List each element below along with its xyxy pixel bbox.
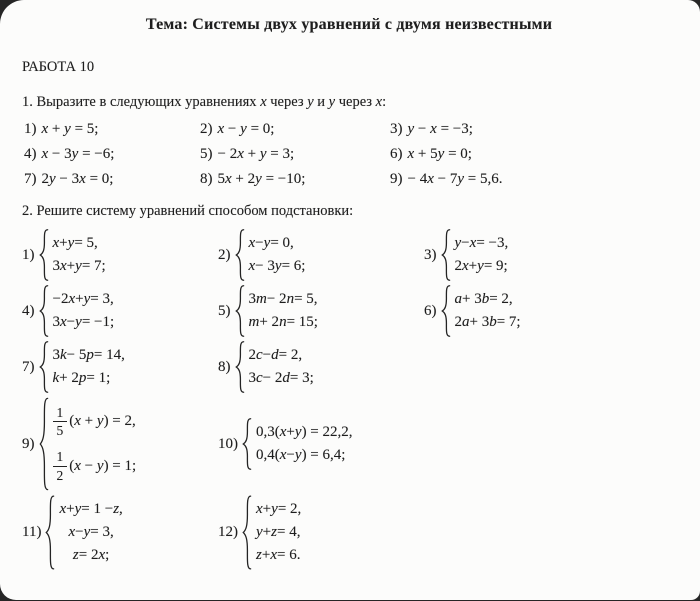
system-line: 3 x + y = 7; bbox=[52, 258, 106, 274]
system-line: 3 m − 2 n = 5, bbox=[248, 291, 318, 307]
equation-number: 3) bbox=[390, 121, 403, 137]
system-line: −2 x + y = 3, bbox=[52, 291, 114, 307]
equation-item bbox=[24, 171, 200, 188]
system-line: x − y = 3, bbox=[68, 524, 114, 540]
systems-row bbox=[22, 397, 676, 491]
system-lines bbox=[252, 498, 301, 567]
systems-cell bbox=[218, 341, 424, 393]
equation-number: 8) bbox=[200, 171, 213, 187]
systems-row bbox=[22, 229, 676, 281]
system-lines bbox=[49, 344, 125, 390]
system-line: x + y = 1 − z , bbox=[59, 501, 123, 517]
system-lines bbox=[49, 232, 106, 278]
curly-brace-icon bbox=[234, 341, 245, 393]
system-lines bbox=[245, 288, 318, 334]
systems-cell bbox=[22, 397, 218, 491]
system-number: 1) bbox=[22, 246, 35, 263]
systems-cell bbox=[22, 495, 218, 570]
equation-text: x − y = 0; bbox=[217, 121, 275, 137]
system-number: 4) bbox=[22, 302, 35, 319]
equation-system bbox=[218, 418, 353, 470]
systems-cell bbox=[22, 229, 218, 281]
system-line-text: (x + y) = 2, bbox=[69, 413, 136, 430]
system-line: 0,3( x + y ) = 22,2, bbox=[256, 424, 353, 440]
equation-item bbox=[24, 146, 200, 163]
system-line: y + z = 4, bbox=[256, 524, 301, 540]
system-line bbox=[53, 444, 137, 488]
system-number: 12) bbox=[218, 524, 238, 540]
system-lines bbox=[252, 421, 353, 467]
equation-text: 2y − 3x = 0; bbox=[41, 171, 114, 187]
equation-system bbox=[22, 397, 136, 491]
system-lines bbox=[55, 498, 122, 567]
equation-text: x + 5y = 0; bbox=[407, 146, 472, 162]
prompt-text: : bbox=[382, 94, 387, 110]
equation-system bbox=[22, 495, 123, 570]
task2-prompt: 2. Решите систему уравнений способом подстановки: bbox=[22, 203, 354, 219]
equation-system bbox=[22, 341, 125, 393]
equation-system bbox=[218, 495, 301, 570]
equation-item bbox=[390, 146, 676, 163]
prompt-text: через bbox=[335, 94, 376, 110]
equation-number: 2) bbox=[200, 121, 213, 137]
prompt-text: y bbox=[328, 94, 336, 110]
system-number: 6) bbox=[424, 302, 437, 319]
curly-brace-icon bbox=[234, 229, 245, 281]
systems-row bbox=[22, 495, 676, 570]
curly-brace-icon bbox=[38, 397, 49, 491]
fraction bbox=[53, 405, 68, 439]
system-line: x + y = 5, bbox=[52, 235, 98, 251]
equation-number: 1) bbox=[24, 121, 37, 137]
equation-text: y − x = −3; bbox=[407, 121, 473, 137]
systems-cell bbox=[22, 341, 218, 393]
systems-cell bbox=[218, 418, 424, 470]
task2-systems bbox=[22, 229, 676, 570]
curly-brace-icon bbox=[38, 229, 49, 281]
equation-number: 5) bbox=[200, 146, 213, 162]
fraction-denominator: 2 bbox=[56, 467, 64, 483]
system-line: z = 2 x ; bbox=[72, 547, 110, 563]
system-line: x − 3 y = 6; bbox=[248, 258, 306, 274]
equation-item bbox=[200, 171, 390, 188]
system-lines bbox=[49, 288, 115, 334]
system-number: 9) bbox=[22, 435, 35, 452]
fraction-numerator: 1 bbox=[53, 405, 68, 423]
system-line: 2 x + y = 9; bbox=[454, 258, 508, 274]
systems-cell bbox=[22, 285, 218, 337]
prompt-text: x bbox=[260, 94, 267, 110]
system-lines bbox=[245, 232, 306, 278]
system-line: x − y = 0, bbox=[248, 235, 294, 251]
system-line: y − x = −3, bbox=[454, 235, 509, 251]
equation-system bbox=[22, 285, 114, 337]
work-heading: РАБОТА 10 bbox=[22, 59, 95, 75]
system-number: 11) bbox=[22, 524, 42, 540]
equation-number: 9) bbox=[390, 171, 403, 187]
fraction-numerator: 1 bbox=[53, 449, 68, 467]
systems-cell bbox=[424, 229, 676, 281]
system-line: x + y = 2, bbox=[256, 501, 302, 517]
curly-brace-icon bbox=[234, 285, 245, 337]
system-number: 10) bbox=[218, 435, 238, 452]
system-lines bbox=[451, 288, 521, 334]
prompt-text: через bbox=[266, 94, 308, 110]
system-lines bbox=[245, 344, 314, 390]
equation-text: x − 3y = −6; bbox=[41, 146, 115, 162]
systems-row bbox=[22, 341, 676, 393]
equation-number: 4) bbox=[24, 146, 37, 162]
systems-cell bbox=[218, 495, 424, 570]
system-number: 2) bbox=[218, 246, 231, 263]
prompt-text: и bbox=[313, 94, 329, 110]
equation-text: − 4x − 7y = 5,6. bbox=[407, 171, 503, 187]
task1-equations bbox=[22, 121, 676, 188]
system-number: 3) bbox=[424, 246, 437, 263]
equation-item bbox=[200, 146, 390, 163]
system-line: 2 a + 3 b = 7; bbox=[454, 314, 521, 330]
curly-brace-icon bbox=[44, 495, 55, 570]
fraction bbox=[53, 449, 68, 483]
equation-item bbox=[24, 121, 200, 138]
system-line: 3 c − 2 d = 3; bbox=[248, 370, 314, 386]
system-lines bbox=[451, 232, 509, 278]
equation-system bbox=[424, 229, 508, 281]
curly-brace-icon bbox=[241, 495, 252, 570]
system-line: 3 k − 5 p = 14, bbox=[52, 347, 125, 363]
systems-row bbox=[22, 285, 676, 337]
task1-prompt bbox=[22, 94, 676, 111]
equation-item bbox=[390, 121, 676, 138]
equation-text: − 2x + y = 3; bbox=[217, 146, 295, 162]
system-line: 3 x − y = −1; bbox=[52, 314, 115, 330]
system-line bbox=[53, 400, 137, 444]
prompt-text: 1. Выразите в следующих уравнениях bbox=[22, 94, 261, 110]
curly-brace-icon bbox=[38, 341, 49, 393]
prompt-text: y bbox=[307, 94, 314, 110]
system-number: 7) bbox=[22, 358, 35, 375]
system-line-text: (x − y) = 1; bbox=[69, 457, 137, 474]
systems-cell bbox=[218, 285, 424, 337]
prompt-text: x bbox=[375, 94, 383, 110]
curly-brace-icon bbox=[241, 418, 252, 470]
systems-cell bbox=[218, 229, 424, 281]
equation-system bbox=[218, 341, 314, 393]
system-line: m + 2 n = 15; bbox=[248, 314, 318, 330]
equation-item bbox=[200, 121, 390, 138]
fraction-denominator: 5 bbox=[56, 423, 64, 439]
system-line: 0,4( x − y ) = 6,4; bbox=[256, 447, 346, 463]
equation-item bbox=[390, 171, 676, 188]
curly-brace-icon bbox=[38, 285, 49, 337]
equation-text: 5x + 2y = −10; bbox=[217, 171, 306, 187]
system-line: a + 3 b = 2, bbox=[454, 291, 513, 307]
equation-system bbox=[218, 229, 305, 281]
equation-system bbox=[218, 285, 318, 337]
system-line: z + x = 6. bbox=[256, 547, 301, 563]
system-number: 5) bbox=[218, 302, 231, 319]
system-lines bbox=[49, 400, 137, 488]
systems-cell bbox=[424, 285, 676, 337]
system-number: 8) bbox=[218, 358, 231, 375]
curly-brace-icon bbox=[440, 285, 451, 337]
equation-system bbox=[22, 229, 106, 281]
equation-text: x + y = 5; bbox=[41, 121, 99, 137]
system-line: k + 2 p = 1; bbox=[52, 370, 111, 386]
curly-brace-icon bbox=[440, 229, 451, 281]
system-line: 2 c − d = 2, bbox=[248, 347, 303, 363]
equation-number: 6) bbox=[390, 146, 403, 162]
document-title: Тема: Системы двух уравнений с двумя неизвестными bbox=[145, 16, 553, 33]
equation-system bbox=[424, 285, 521, 337]
equation-number: 7) bbox=[24, 171, 37, 187]
